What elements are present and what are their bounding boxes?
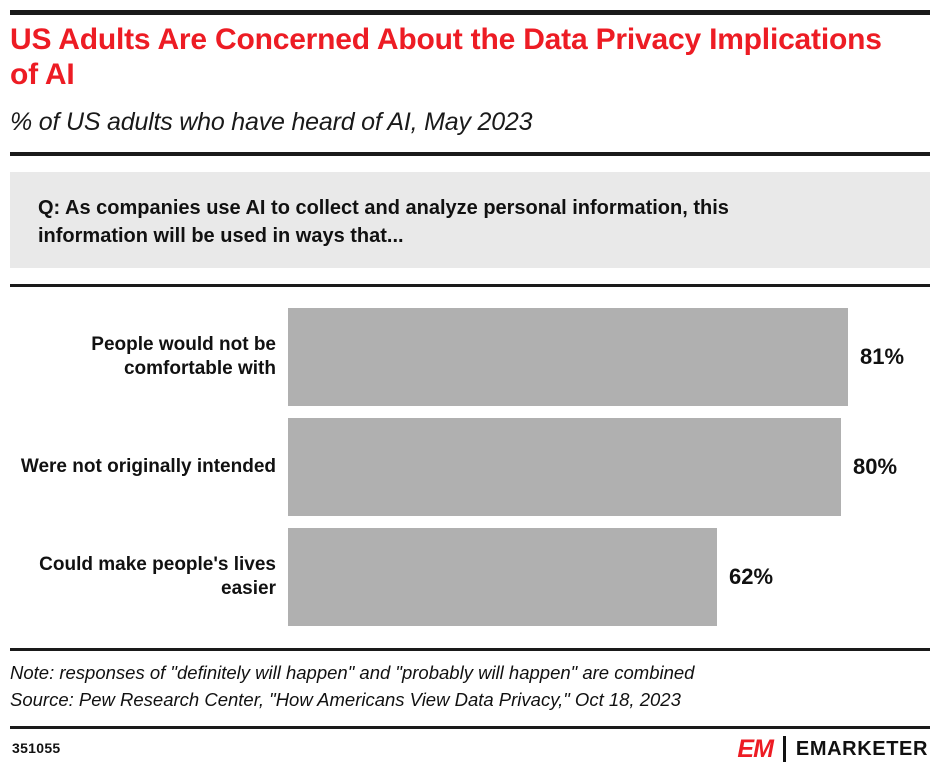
chart-row [10,418,930,516]
note-bottom-divider [10,726,930,729]
bar-category-label: People would not be comfortable with [91,333,276,379]
emarketer-mark-icon: EM [737,734,773,763]
bar-track [288,528,930,626]
brand-divider [783,736,786,762]
bar-value-label: 81% [860,344,905,369]
question-divider [10,284,930,287]
bar-value-label: 62% [729,564,774,589]
bar-track [288,308,930,406]
page-subtitle: % of US adults who have heard of AI, May 2023 [10,108,533,136]
brand-name: EMARKETER [795,737,928,760]
bar-category-label: Could make people's lives easier [39,553,276,599]
bar-segment [288,528,717,626]
bar-chart [10,296,930,640]
note-line: Note: responses of "definitely will happen" and "probably will happen" are combined [10,662,695,683]
chart-row [10,528,930,626]
brand-logo [737,734,928,764]
page-title: US Adults Are Concerned About the Data Privacy Implications of AI [10,23,882,92]
bar-category-label: Were not originally intended [20,455,276,477]
bar-value-label: 80% [853,454,898,479]
bar-track [288,418,930,516]
bar-segment [288,418,841,516]
note-top-divider [10,648,930,651]
question-text: Q: As companies use AI to collect and analyze personal information, this information will be used in ways that... [38,197,729,248]
source-line: Source: Pew Research Center, "How Americans View Data Privacy," Oct 18, 2023 [10,688,681,710]
top-divider [10,10,930,15]
subtitle-divider [10,152,930,156]
bar-segment [288,308,848,406]
footnote [10,660,925,714]
chart-id: 351055 [12,740,61,756]
chart-row [10,308,930,406]
